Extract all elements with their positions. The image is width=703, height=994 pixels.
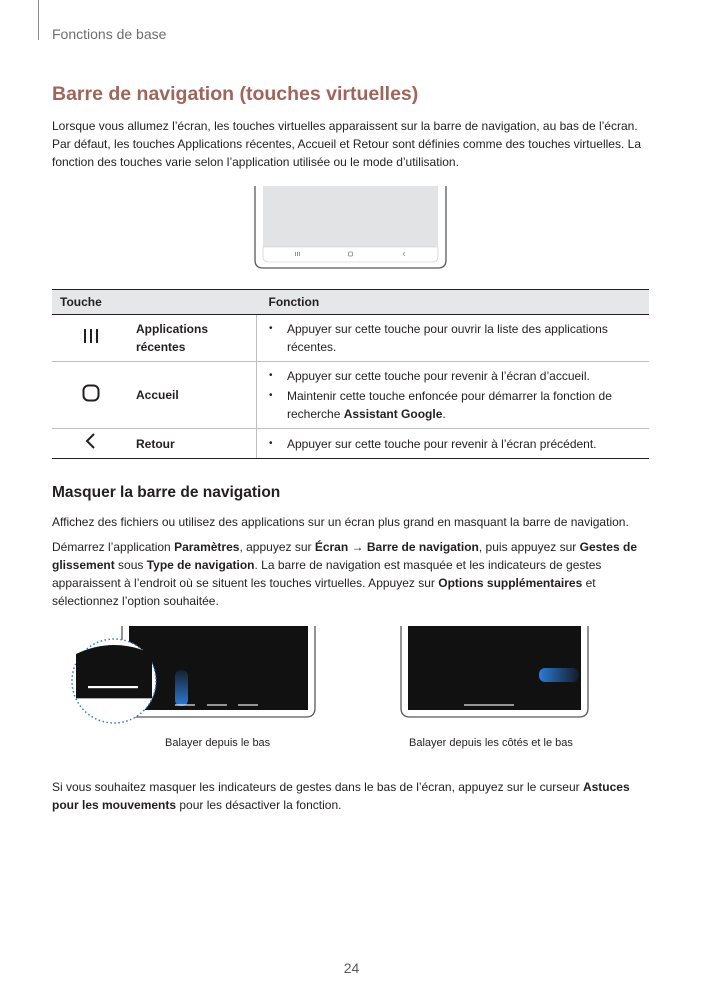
caption-swipe-bottom: Balayer depuis le bas (165, 737, 271, 749)
back-icon (84, 432, 98, 450)
margin-rule (38, 0, 39, 40)
gesture-hints-term: Astuces pour les mouvements (52, 780, 630, 812)
header-touche: Touche (52, 290, 257, 315)
swipe-from-sides-illustration (398, 626, 593, 728)
swipe-from-bottom-illustration (70, 626, 320, 728)
hide-navbar-paragraph: Affichez des fichiers ou utilisez des applications sur un écran plus grand en masquant la barre de navigation. (52, 515, 629, 529)
recents-icon (82, 328, 100, 344)
page-number: 24 (343, 960, 360, 976)
section-title: Barre de navigation (touches virtuelles) (52, 83, 419, 105)
key-name: Applications récentes (130, 315, 257, 362)
subsection-title: Masquer la barre de navigation (52, 484, 281, 501)
key-function-item: • Appuyer sur cette touche pour ouvrir la liste des applications récentes. (269, 320, 649, 356)
table-row (52, 429, 649, 459)
side-gesture-indicator (539, 668, 579, 682)
caption-swipe-sides: Balayer depuis les côtés et le bas (409, 737, 573, 749)
key-name: Retour (130, 429, 257, 459)
table-row (52, 315, 649, 362)
intro-paragraph: Lorsque vous allumez l’écran, les touches virtuelles apparaissent sur la barre de navigation, au bas de l’écran. Par défaut, les touches Applications récentes, Accueil et Retour sont définies comme des touches virtuelles. La fonction des touches varie selon l’application utilisée ou le mode d’utilisation. (52, 119, 641, 169)
keys-table (52, 289, 649, 459)
swipe-gesture-indicator (175, 670, 188, 706)
home-icon (82, 384, 100, 402)
mini-recents-icon (295, 252, 300, 256)
table-header-row (52, 290, 649, 315)
table-row (52, 362, 649, 429)
running-title: Fonctions de base (52, 26, 167, 42)
instructions-paragraph: Démarrez l’application Paramètres, appuyez sur Écran → Barre de navigation, puis appuyez sur Gestes de glissement sous Type de navigation. La barre de navigation est masquée et les indicateurs de gestes apparaissent à l’endroit où se situent les touches virtuelles. Appuyez sur Options supplémentaires et sélectionnez l’option souhaitée. (52, 540, 637, 608)
key-function-item: • Appuyer sur cette touche pour revenir à l’écran précédent. (269, 435, 649, 453)
gesture-hints-paragraph: Si vous souhaitez masquer les indicateurs de gestes dans le bas de l’écran, appuyez sur le curseur Astuces pour les mouvements pour les désactiver la fonction. (52, 780, 630, 812)
assistant-google-term: Assistant Google (343, 407, 443, 421)
device-navbar-illustration (253, 186, 448, 270)
key-function-item: • Appuyer sur cette touche pour revenir à l’écran d’accueil. (269, 367, 649, 385)
key-function-item: • Maintenir cette touche enfoncée pour démarrer la fonction de recherche Assistant Google. (269, 387, 649, 423)
header-fonction: Fonction (257, 290, 650, 315)
key-name: Accueil (130, 362, 257, 429)
